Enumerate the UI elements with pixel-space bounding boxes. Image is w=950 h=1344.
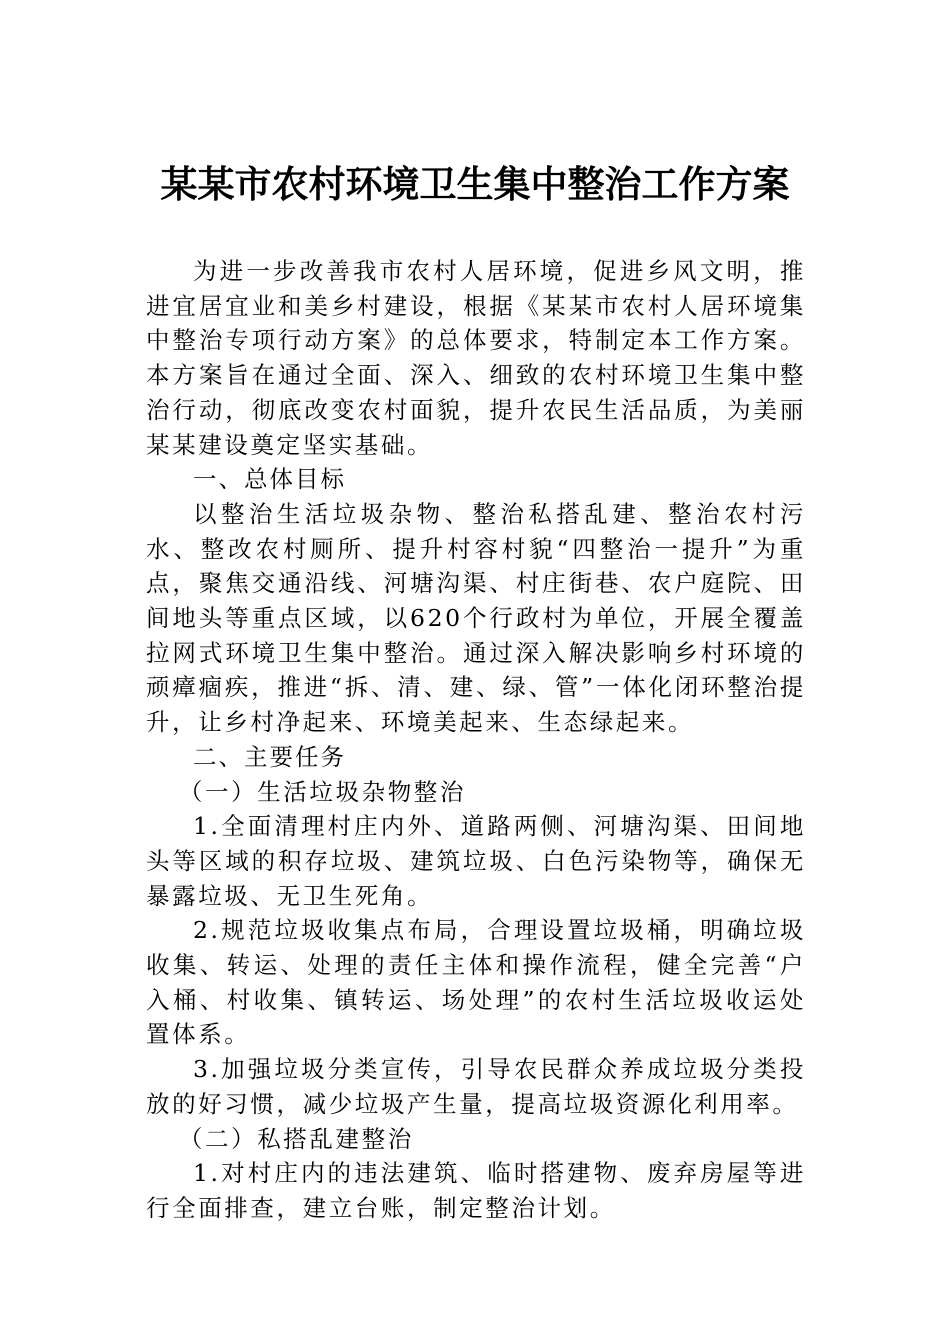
intro-paragraph: 为进一步改善我市农村人居环境，促进乡风文明，推进宜居宜业和美乡村建设，根据《某某市农村人居环境集中整治专项行动方案》的总体要求，特制定本工作方案。本方案旨在通过全面、深入、细致的农村环境卫生集中整治行动，彻底改变农村面貌，提升农民生活品质，为美丽某某建设奠定坚实基础。 xyxy=(146,257,806,459)
section-heading-tasks: 二、主要任务 xyxy=(193,742,346,771)
document-title: 某某市农村环境卫生集中整治工作方案 xyxy=(160,162,790,206)
section-heading-goals: 一、总体目标 xyxy=(193,465,346,494)
list-item: 2.规范垃圾收集点布局，合理设置垃圾桶，明确垃圾收集、转运、处理的责任主体和操作流程，健全完善“户入桶、村收集、镇转运、场处理”的农村生活垃圾收运处置体系。 xyxy=(146,916,806,1049)
list-item: 3.加强垃圾分类宣传，引导农民群众养成垃圾分类投放的好习惯，减少垃圾产生量，提高垃圾资源化利用率。 xyxy=(146,1055,806,1118)
goals-paragraph: 以整治生活垃圾杂物、整治私搭乱建、整治农村污水、整改农村厕所、提升村容村貌“四整治一提升”为重点，聚焦交通沿线、河塘沟渠、村庄街巷、农户庭院、田间地头等重点区域，以620个行政村为单位，开展全覆盖拉网式环境卫生集中整治。通过深入解决影响乡村环境的顽瘴痼疾，推进“拆、清、建、绿、管”一体化闭环整治提升，让乡村净起来、环境美起来、生态绿起来。 xyxy=(146,499,806,737)
list-item: 1.全面清理村庄内外、道路两侧、河塘沟渠、田间地头等区域的积存垃圾、建筑垃圾、白色污染物等，确保无暴露垃圾、无卫生死角。 xyxy=(146,812,806,910)
document-body xyxy=(146,254,806,1226)
subsection-heading-illegal-construction: （二）私搭乱建整治 xyxy=(178,1124,414,1153)
list-item: 1.对村庄内的违法建筑、临时搭建物、废弃房屋等进行全面排查，建立台账，制定整治计划。 xyxy=(146,1159,806,1222)
subsection-heading-garbage: （一）生活垃圾杂物整治 xyxy=(178,777,466,806)
